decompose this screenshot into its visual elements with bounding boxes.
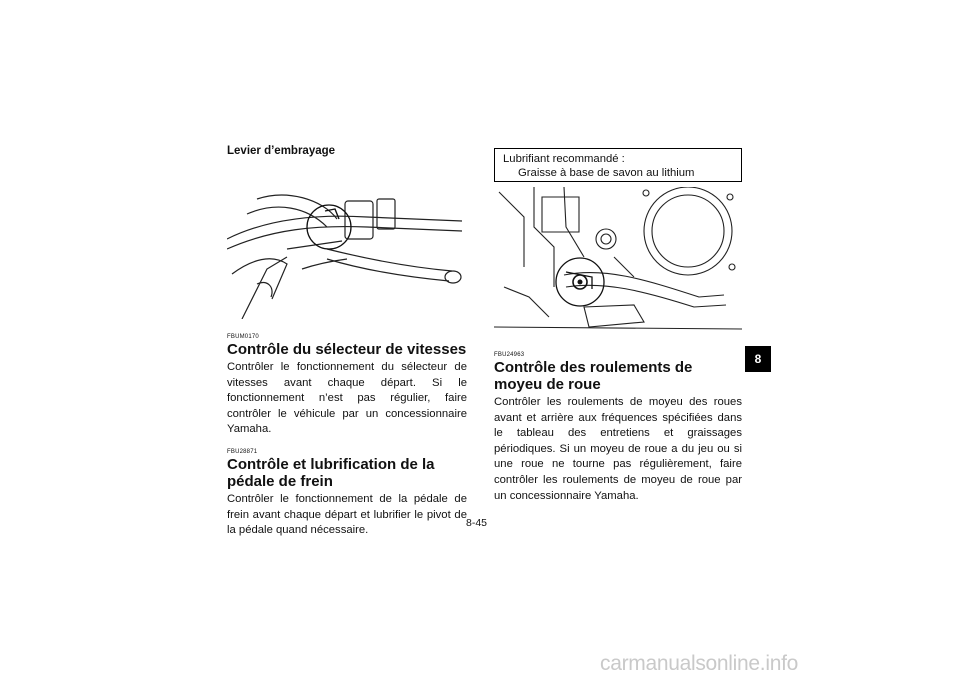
brake-pedal-body: Contrôler le fonctionnement de la pédale de frein avant chaque départ et lubrifier le pivot de la pédale quand nécessaire. — [227, 492, 467, 537]
wheel-bearings-heading: Contrôle des roulements de moyeu de roue — [494, 359, 693, 393]
clutch-lever-heading: Levier d’embrayage — [227, 145, 336, 157]
clutch-lever-illustration — [227, 179, 467, 319]
gear-selector-body: Contrôler le fonctionnement du sélecteur de vitesses avant chaque départ. Si le fonctionnement n’est pas régulier, faire contrôler le véhicule par un concessionnaire Yamaha. — [227, 361, 467, 436]
lubricant-value: Graisse à base de savon au lithium — [518, 167, 695, 179]
section-code: FBU28871 — [227, 448, 258, 455]
left-column — [227, 145, 467, 539]
gear-selector-heading: Contrôle du sélecteur de vitesses — [227, 341, 467, 358]
brake-pedal-drawing — [494, 187, 742, 337]
watermark: carmanualsonline.info — [600, 652, 798, 675]
right-column — [494, 148, 742, 504]
lubricant-label: Lubrifiant recommandé : — [503, 153, 625, 165]
section-code: FBU24963 — [494, 352, 525, 358]
lubricant-box — [494, 148, 742, 182]
brake-pedal-heading: Contrôle et lubrification de la pédale de frein — [227, 455, 435, 490]
chapter-tab: 8 — [745, 346, 771, 372]
page-number: 8-45 — [466, 517, 488, 529]
brake-pedal-illustration — [494, 187, 742, 337]
clutch-lever-drawing — [227, 179, 467, 319]
section-code: FBUM0170 — [227, 334, 259, 340]
wheel-bearings-body: Contrôler les roulements de moyeu des roues avant et arrière aux fréquences spécifiées dans le tableau des entretiens et graissages périodiques. Si un moyeu de roue a du jeu ou si une roue ne tourne pas régulièrement, faire contrôler les roulements de moyeu de roue par un concessionnaire Yamaha. — [494, 396, 742, 502]
